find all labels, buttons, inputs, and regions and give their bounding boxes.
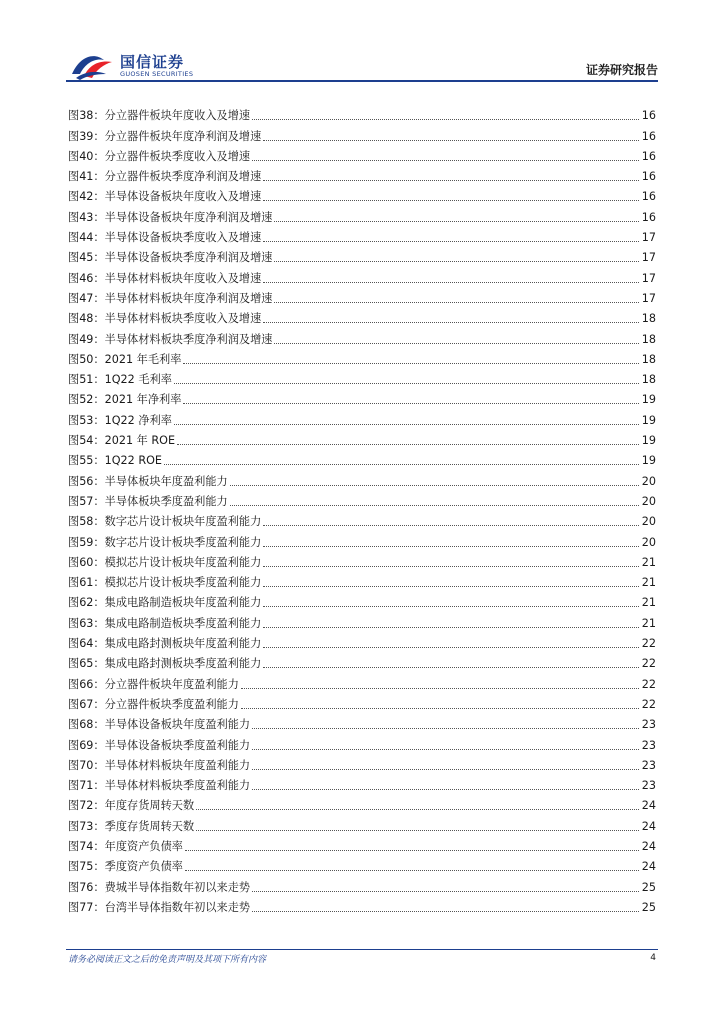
toc-entry[interactable] xyxy=(68,428,656,448)
figure-number: 图41： xyxy=(68,170,105,184)
leader-dots xyxy=(252,159,639,161)
figure-title: 1Q22 净利率 xyxy=(104,413,172,427)
figure-number: 图55： xyxy=(68,454,105,468)
leader-dots xyxy=(230,504,639,506)
figure-number: 图46： xyxy=(68,271,105,285)
toc-entry[interactable] xyxy=(68,347,656,367)
figure-page-number: 20 xyxy=(641,515,656,529)
footer-divider xyxy=(66,949,658,950)
leader-dots xyxy=(263,524,638,526)
figure-title: 模拟芯片设计板块季度盈利能力 xyxy=(104,576,262,590)
leader-dots xyxy=(252,910,639,912)
figure-number: 图66： xyxy=(68,677,105,691)
figure-page-number: 25 xyxy=(641,900,656,914)
figure-number: 图68： xyxy=(68,718,105,732)
figure-number: 图56： xyxy=(68,474,105,488)
toc-entry[interactable] xyxy=(68,367,656,387)
toc-entry[interactable] xyxy=(68,225,656,245)
figure-title: 集成电路封测板块年度盈利能力 xyxy=(104,637,262,651)
figure-title: 集成电路制造板块季度盈利能力 xyxy=(104,616,262,630)
toc-entry[interactable] xyxy=(68,326,656,346)
figure-page-number: 16 xyxy=(641,210,656,224)
figure-page-number: 23 xyxy=(641,718,656,732)
toc-entry[interactable] xyxy=(68,489,656,509)
toc-entry[interactable] xyxy=(68,610,656,630)
figure-title: 台湾半导体指数年初以来走势 xyxy=(104,900,251,914)
figure-title: 费城半导体指数年初以来走势 xyxy=(104,880,251,894)
leader-dots xyxy=(196,829,639,831)
toc-entry[interactable] xyxy=(68,123,656,143)
toc-entry[interactable] xyxy=(68,144,656,164)
leader-dots xyxy=(274,260,638,262)
figure-page-number: 21 xyxy=(641,596,656,610)
figure-number: 图39： xyxy=(68,129,105,143)
toc-entry[interactable] xyxy=(68,712,656,732)
figure-page-number: 22 xyxy=(641,657,656,671)
leader-dots xyxy=(185,849,639,851)
figure-number: 图63： xyxy=(68,616,105,630)
figure-number: 图45： xyxy=(68,251,105,265)
toc-entry[interactable] xyxy=(68,874,656,894)
figure-page-number: 16 xyxy=(641,129,656,143)
header-divider xyxy=(66,80,658,82)
figure-number: 图57： xyxy=(68,494,105,508)
leader-dots xyxy=(263,139,638,141)
leader-dots xyxy=(274,342,638,344)
figure-number: 图76： xyxy=(68,880,105,894)
figure-page-number: 20 xyxy=(641,494,656,508)
figure-title: 数字芯片设计板块年度盈利能力 xyxy=(104,515,262,529)
report-type-label: 证券研究报告 xyxy=(585,63,658,77)
guosen-logo-icon xyxy=(70,52,114,80)
leader-dots xyxy=(252,890,639,892)
figure-title: 分立器件板块季度盈利能力 xyxy=(104,697,239,711)
leader-dots xyxy=(252,768,639,770)
figure-title: 半导体板块年度盈利能力 xyxy=(104,474,228,488)
toc-entry[interactable] xyxy=(68,286,656,306)
brand-name-en: GUOSEN SECURITIES xyxy=(120,69,194,78)
leader-dots xyxy=(174,382,639,384)
leader-dots xyxy=(263,626,638,628)
leader-dots xyxy=(185,869,639,871)
leader-dots xyxy=(263,199,638,201)
toc-entry[interactable] xyxy=(68,773,656,793)
figure-title: 2021 年毛利率 xyxy=(104,352,182,366)
figure-title: 半导体材料板块年度收入及增速 xyxy=(104,271,262,285)
guosen-logo xyxy=(70,52,193,80)
figure-number: 图49： xyxy=(68,332,105,346)
leader-dots xyxy=(263,240,638,242)
figure-page-number: 24 xyxy=(641,860,656,874)
toc-entry[interactable] xyxy=(68,407,656,427)
figure-page-number: 19 xyxy=(641,434,656,448)
figure-number: 图71： xyxy=(68,779,105,793)
figure-number: 图47： xyxy=(68,291,105,305)
figure-page-number: 17 xyxy=(641,251,656,265)
toc-entry[interactable] xyxy=(68,468,656,488)
figure-page-number: 17 xyxy=(641,231,656,245)
figure-number: 图74： xyxy=(68,839,105,853)
figure-title: 1Q22 毛利率 xyxy=(104,373,172,387)
leader-dots xyxy=(274,301,638,303)
toc-entry[interactable] xyxy=(68,509,656,529)
figure-number: 图75： xyxy=(68,860,105,874)
figure-page-number: 17 xyxy=(641,291,656,305)
figure-title: 半导体设备板块年度盈利能力 xyxy=(104,718,251,732)
figure-page-number: 16 xyxy=(641,149,656,163)
figure-page-number: 22 xyxy=(641,697,656,711)
figure-page-number: 25 xyxy=(641,880,656,894)
figure-page-number: 21 xyxy=(641,555,656,569)
toc-entry[interactable] xyxy=(68,732,656,752)
leader-dots xyxy=(183,402,638,404)
toc-entry[interactable] xyxy=(68,448,656,468)
toc-entry[interactable] xyxy=(68,793,656,813)
figure-title: 季度存货周转天数 xyxy=(104,819,195,833)
figure-number: 图61： xyxy=(68,576,105,590)
toc-entry[interactable] xyxy=(68,692,656,712)
toc-entry[interactable] xyxy=(68,204,656,224)
figure-page-number: 24 xyxy=(641,799,656,813)
figure-number: 图52： xyxy=(68,393,105,407)
figure-page-number: 24 xyxy=(641,819,656,833)
figure-page-number: 21 xyxy=(641,576,656,590)
figure-title: 1Q22 ROE xyxy=(104,454,162,468)
toc-entry[interactable] xyxy=(68,570,656,590)
figure-page-number: 22 xyxy=(641,637,656,651)
toc-entry[interactable] xyxy=(68,854,656,874)
leader-dots xyxy=(263,666,638,668)
leader-dots xyxy=(263,646,638,648)
leader-dots xyxy=(263,545,638,547)
figure-page-number: 18 xyxy=(641,352,656,366)
leader-dots xyxy=(196,808,639,810)
figure-title: 分立器件板块季度收入及增速 xyxy=(104,149,251,163)
toc-entry[interactable] xyxy=(68,631,656,651)
toc-entry[interactable] xyxy=(68,813,656,833)
toc-entry[interactable] xyxy=(68,387,656,407)
leader-dots xyxy=(252,788,639,790)
figure-number: 图48： xyxy=(68,312,105,326)
figure-number: 图44： xyxy=(68,231,105,245)
figure-title: 集成电路封测板块季度盈利能力 xyxy=(104,657,262,671)
leader-dots xyxy=(263,179,638,181)
figure-page-number: 23 xyxy=(641,758,656,772)
figure-number: 图65： xyxy=(68,657,105,671)
figure-number: 图72： xyxy=(68,799,105,813)
figure-number: 图64： xyxy=(68,637,105,651)
figure-number: 图51： xyxy=(68,373,105,387)
toc-entry[interactable] xyxy=(68,529,656,549)
figure-title: 数字芯片设计板块季度盈利能力 xyxy=(104,535,262,549)
disclaimer-note: 请务必阅读正文之后的免责声明及其项下所有内容 xyxy=(68,955,267,965)
figure-title: 半导体设备板块季度净利润及增速 xyxy=(104,251,273,265)
figure-title: 年度存货周转天数 xyxy=(104,799,195,813)
figure-title: 半导体材料板块季度收入及增速 xyxy=(104,312,262,326)
figure-number: 图53： xyxy=(68,413,105,427)
toc-entry[interactable] xyxy=(68,753,656,773)
page-header xyxy=(0,0,724,90)
figure-page-number: 21 xyxy=(641,616,656,630)
figure-title: 模拟芯片设计板块年度盈利能力 xyxy=(104,555,262,569)
figure-number: 图67： xyxy=(68,697,105,711)
leader-dots xyxy=(274,220,638,222)
figure-page-number: 23 xyxy=(641,738,656,752)
figure-title: 分立器件板块年度净利润及增速 xyxy=(104,129,262,143)
leader-dots xyxy=(252,748,639,750)
figure-title: 分立器件板块季度净利润及增速 xyxy=(104,170,262,184)
toc-entry[interactable] xyxy=(68,895,656,915)
toc-entry[interactable] xyxy=(68,590,656,610)
figure-page-number: 19 xyxy=(641,393,656,407)
figure-title: 半导体材料板块年度净利润及增速 xyxy=(104,291,273,305)
figure-title: 集成电路制造板块年度盈利能力 xyxy=(104,596,262,610)
figure-page-number: 20 xyxy=(641,474,656,488)
figure-number: 图60： xyxy=(68,555,105,569)
figure-page-number: 19 xyxy=(641,413,656,427)
figure-page-number: 20 xyxy=(641,535,656,549)
figure-page-number: 18 xyxy=(641,312,656,326)
figure-title: 半导体材料板块季度盈利能力 xyxy=(104,779,251,793)
toc-entry[interactable] xyxy=(68,265,656,285)
figure-page-number: 22 xyxy=(641,677,656,691)
figure-title: 分立器件板块年度收入及增速 xyxy=(104,109,251,123)
toc-entry[interactable] xyxy=(68,306,656,326)
toc-entry[interactable] xyxy=(68,245,656,265)
figure-page-number: 16 xyxy=(641,190,656,204)
figure-number: 图70： xyxy=(68,758,105,772)
leader-dots xyxy=(263,321,638,323)
figure-list xyxy=(68,103,656,915)
figure-title: 年度资产负债率 xyxy=(104,839,183,853)
leader-dots xyxy=(252,118,639,120)
figure-number: 图62： xyxy=(68,596,105,610)
leader-dots xyxy=(263,281,638,283)
toc-entry[interactable] xyxy=(68,671,656,691)
leader-dots xyxy=(183,362,638,364)
toc-entry[interactable] xyxy=(68,164,656,184)
leader-dots xyxy=(230,484,639,486)
figure-number: 图73： xyxy=(68,819,105,833)
page-number: 4 xyxy=(650,953,656,963)
figure-page-number: 23 xyxy=(641,779,656,793)
figure-title: 半导体材料板块年度盈利能力 xyxy=(104,758,251,772)
figure-page-number: 19 xyxy=(641,454,656,468)
figure-number: 图42： xyxy=(68,190,105,204)
figure-title: 2021 年 ROE xyxy=(104,434,176,448)
figure-title: 半导体设备板块年度净利润及增速 xyxy=(104,210,273,224)
figure-page-number: 24 xyxy=(641,839,656,853)
figure-title: 半导体设备板块季度收入及增速 xyxy=(104,231,262,245)
leader-dots xyxy=(164,463,639,465)
figure-number: 图58： xyxy=(68,515,105,529)
leader-dots xyxy=(263,565,638,567)
figure-number: 图50： xyxy=(68,352,105,366)
leader-dots xyxy=(177,443,639,445)
toc-entry[interactable] xyxy=(68,103,656,123)
figure-page-number: 17 xyxy=(641,271,656,285)
figure-title: 季度资产负债率 xyxy=(104,860,183,874)
figure-title: 半导体材料板块季度净利润及增速 xyxy=(104,332,273,346)
figure-page-number: 16 xyxy=(641,170,656,184)
figure-title: 分立器件板块年度盈利能力 xyxy=(104,677,239,691)
toc-entry[interactable] xyxy=(68,550,656,570)
toc-entry[interactable] xyxy=(68,834,656,854)
figure-number: 图54： xyxy=(68,434,105,448)
toc-entry[interactable] xyxy=(68,651,656,671)
leader-dots xyxy=(241,707,639,709)
figure-number: 图40： xyxy=(68,149,105,163)
toc-entry[interactable] xyxy=(68,184,656,204)
brand-name-cn: 国信证券 xyxy=(120,52,185,71)
figure-number: 图69： xyxy=(68,738,105,752)
leader-dots xyxy=(252,727,639,729)
figure-title: 半导体设备板块季度盈利能力 xyxy=(104,738,251,752)
figure-number: 图43： xyxy=(68,210,105,224)
figure-number: 图59： xyxy=(68,535,105,549)
leader-dots xyxy=(263,585,638,587)
figure-page-number: 16 xyxy=(641,109,656,123)
figure-title: 半导体板块季度盈利能力 xyxy=(104,494,228,508)
figure-number: 图38： xyxy=(68,109,105,123)
leader-dots xyxy=(241,687,639,689)
leader-dots xyxy=(263,605,638,607)
figure-title: 半导体设备板块年度收入及增速 xyxy=(104,190,262,204)
figure-number: 图77： xyxy=(68,900,105,914)
leader-dots xyxy=(174,423,639,425)
figure-title: 2021 年净利率 xyxy=(104,393,182,407)
figure-page-number: 18 xyxy=(641,332,656,346)
figure-page-number: 18 xyxy=(641,373,656,387)
